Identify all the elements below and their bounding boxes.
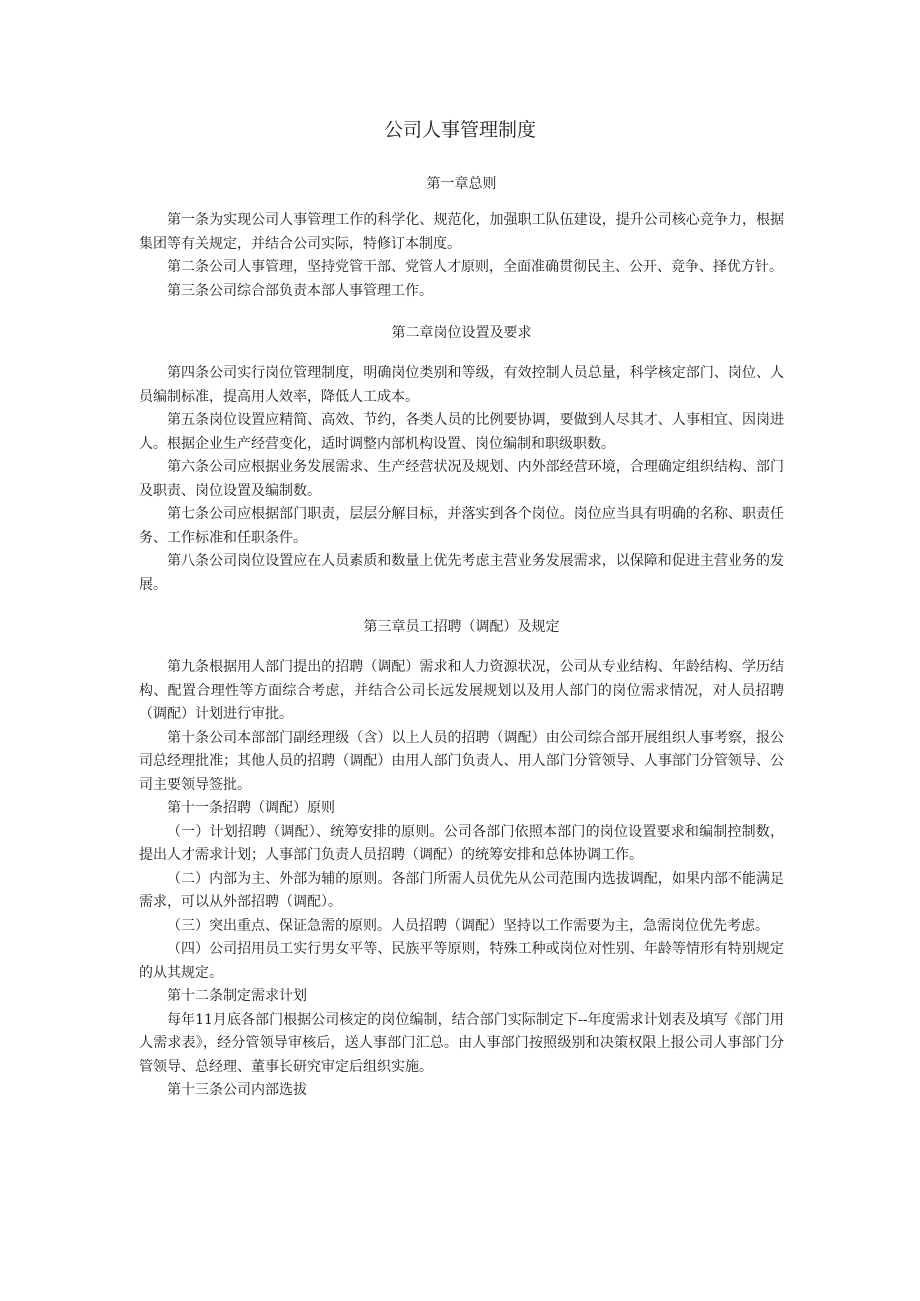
chapter-3 [139, 615, 784, 1103]
article-paragraph: 第三条公司综合部负责本部人事管理工作。 [167, 282, 433, 299]
article-paragraph: （三）突出重点、保证急需的原则。人员招聘（调配）坚持以工作需要为主，急需岗位优先考虑。 [167, 917, 769, 934]
article-paragraph: 第十三条公司内部选拔 [167, 1082, 307, 1098]
article-paragraph: （一）计划招聘（调配）、统筹安排的原则。公司各部门依照本部门的岗位设置要求和编制控制数，提出人才需求计划；人事部门负责人员招聘（调配）的统筹安排和总体协调工作。 [139, 823, 784, 863]
article-paragraph: （四）公司招用员工实行男女平等、民族平等原则，特殊工种或岗位对性别、年龄等情形有特别规定的从其规定。 [139, 941, 784, 981]
section-spacer [139, 597, 784, 615]
article-paragraph: 第二条公司人事管理，坚持党管干部、党管人才原则，全面准确贯彻民主、公开、竞争、择优方针。 [167, 259, 783, 275]
chapter-heading: 第二章岗位设置及要求 [391, 325, 532, 341]
article-paragraph: 第七条公司应根据部门职责，层层分解目标，并落实到各个岗位。岗位应当具有明确的名称、职责任务、工作标准和任职条件。 [139, 506, 784, 546]
document-title: 公司人事管理制度 [383, 119, 536, 141]
chapter-2 [139, 321, 784, 597]
article-paragraph: 第五条岗位设置应精简、高效、节约，各类人员的比例要协调，要做到人尽其才、人事相宜、因岗进人。根据企业生产经营变化，适时调整内部机构设置、岗位编制和职级职数。 [139, 412, 784, 452]
article-paragraph: 第六条公司应根据业务发展需求、生产经营状况及规划、内外部经营环境，合理确定组织结构、部门及职责、岗位设置及编制数。 [139, 459, 784, 499]
article-paragraph: 第十一条招聘（调配）原则 [167, 800, 335, 816]
article-paragraph: 第一条为实现公司人事管理工作的科学化、规范化，加强职工队伍建设，提升公司核心竞争力，根据集团等有关规定，并结合公司实际，特修订本制度。 [139, 212, 784, 252]
article-paragraph: 第四条公司实行岗位管理制度，明确岗位类别和等级，有效控制人员总量，科学核定部门、岗位、人员编制标准，提高用人效率，降低人工成本。 [139, 365, 784, 405]
article-paragraph: 第九条根据用人部门提出的招聘（调配）需求和人力资源状况，公司从专业结构、年龄结构、学历结构、配置合理性等方面综合考虑，并结合公司长远发展规划以及用人部门的岗位需求情况，对人员招聘（调配）计划进行审批。 [139, 659, 784, 722]
article-paragraph: 每年11月底各部门根据公司核定的岗位编制，结合部门实际制定下--年度需求计划表及填写《部门用人需求表》，经分管领导审核后，送人事部门汇总。由人事部门按照级别和决策权限上报公司人事部门分管领导、总经理、董事长研究审定后组织实施。 [139, 1011, 784, 1075]
article-paragraph: 第十条公司本部部门副经理级（含）以上人员的招聘（调配）由公司综合部开展组织人事考察，报公司总经理批准；其他人员的招聘（调配）由用人部门负责人、用人部门分管领导、人事部门分管领导、公司主要领导签批。 [139, 729, 784, 793]
chapter-heading: 第一章总则 [426, 176, 497, 192]
document-body [139, 172, 784, 1103]
chapter-1 [139, 172, 784, 303]
chapter-heading: 第三章员工招聘（调配）及规定 [363, 619, 560, 635]
article-paragraph: 第八条公司岗位设置应在人员素质和数量上优先考虑主营业务发展需求，以保障和促进主营业务的发展。 [139, 553, 784, 593]
article-paragraph: 第十二条制定需求计划 [167, 988, 307, 1004]
section-spacer [139, 303, 784, 321]
article-paragraph: （二）内部为主、外部为辅的原则。各部门所需人员优先从公司范围内选拔调配，如果内部不能满足需求，可以从外部招聘（调配）。 [139, 870, 784, 910]
